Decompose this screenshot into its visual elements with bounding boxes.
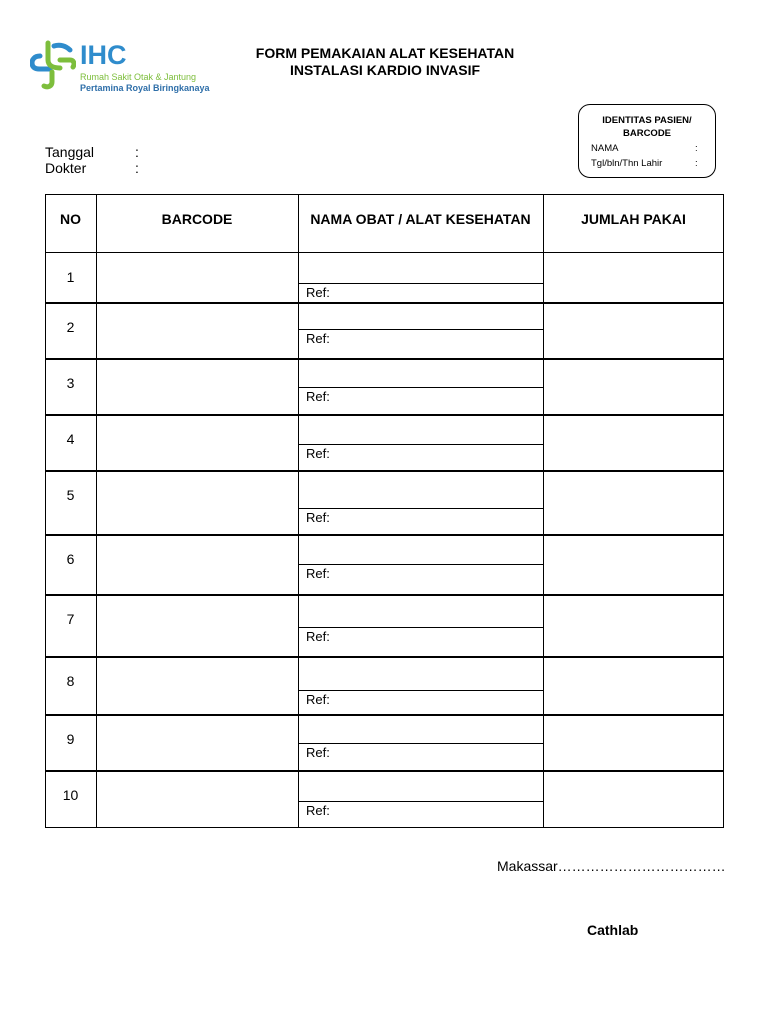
ref-label: Ref: (306, 510, 330, 525)
item-ref-divider (298, 627, 543, 628)
ref-label: Ref: (306, 285, 330, 300)
row-number: 7 (66, 611, 75, 627)
cross-logo-icon (30, 38, 76, 90)
place-date-line: Makassar……………………………… (497, 858, 726, 874)
identity-field-colon: : (695, 143, 698, 154)
table-row[interactable] (45, 252, 724, 302)
table-row[interactable] (45, 770, 724, 827)
patient-identity-box (578, 104, 716, 178)
header-no: NO (60, 211, 81, 227)
item-ref-divider (298, 387, 543, 388)
row-number: 6 (66, 551, 75, 567)
item-ref-divider (298, 329, 543, 330)
row-number: 4 (66, 431, 75, 447)
row-number: 9 (66, 731, 75, 747)
identity-field-label: NAMA (591, 143, 619, 154)
item-ref-divider (298, 508, 543, 509)
table-row[interactable] (45, 594, 724, 656)
ref-label: Ref: (306, 629, 330, 644)
header-quantity: JUMLAH PAKAI (581, 211, 686, 227)
ref-label: Ref: (306, 745, 330, 760)
form-title: FORM PEMAKAIAN ALAT KESEHATAN (255, 45, 515, 61)
ref-label: Ref: (306, 331, 330, 346)
identity-box-subtitle: BARCODE (622, 128, 672, 139)
item-ref-divider (298, 444, 543, 445)
logo-line-2: Pertamina Royal Biringkanaya (80, 83, 210, 93)
form-subtitle: INSTALASI KARDIO INVASIF (289, 62, 481, 78)
table-row[interactable] (45, 714, 724, 770)
header-barcode: BARCODE (161, 211, 233, 227)
row-number: 10 (62, 787, 79, 803)
date-label: Tanggal (45, 144, 95, 160)
item-ref-divider (298, 801, 543, 802)
identity-field-birthdate[interactable] (591, 158, 698, 169)
logo-brand: IHC (80, 40, 127, 70)
item-ref-divider (298, 743, 543, 744)
table-row[interactable] (45, 302, 724, 358)
ref-label: Ref: (306, 566, 330, 581)
identity-field-label: Tgl/bln/Thn Lahir (591, 158, 663, 169)
usage-table (45, 194, 724, 828)
date-field[interactable] (45, 144, 139, 160)
ref-label: Ref: (306, 803, 330, 818)
identity-box-title: IDENTITAS PASIEN/ (602, 115, 692, 126)
row-number: 1 (66, 269, 75, 285)
row-number: 8 (66, 673, 75, 689)
signature-unit: Cathlab (587, 922, 639, 938)
header-item-name: NAMA OBAT / ALAT KESEHATAN (310, 211, 531, 227)
ref-label: Ref: (306, 389, 330, 404)
table-row-divider (45, 827, 724, 828)
hospital-logo (30, 38, 210, 98)
table-row[interactable] (45, 656, 724, 714)
row-number: 3 (66, 375, 75, 391)
logo-line-1: Rumah Sakit Otak & Jantung (80, 72, 197, 82)
table-row[interactable] (45, 358, 724, 414)
item-ref-divider (298, 564, 543, 565)
item-ref-divider (298, 283, 543, 284)
table-row[interactable] (45, 414, 724, 470)
doctor-colon: : (135, 160, 139, 176)
doctor-label: Dokter (45, 160, 87, 176)
ref-label: Ref: (306, 692, 330, 707)
date-colon: : (135, 144, 139, 160)
row-number: 2 (66, 319, 75, 335)
doctor-field[interactable] (45, 160, 139, 176)
row-number: 5 (66, 487, 75, 503)
table-row-divider (45, 194, 724, 195)
identity-field-name[interactable] (591, 143, 698, 154)
identity-field-colon: : (695, 158, 698, 169)
item-ref-divider (298, 690, 543, 691)
table-row[interactable] (45, 470, 724, 534)
ref-label: Ref: (306, 446, 330, 461)
